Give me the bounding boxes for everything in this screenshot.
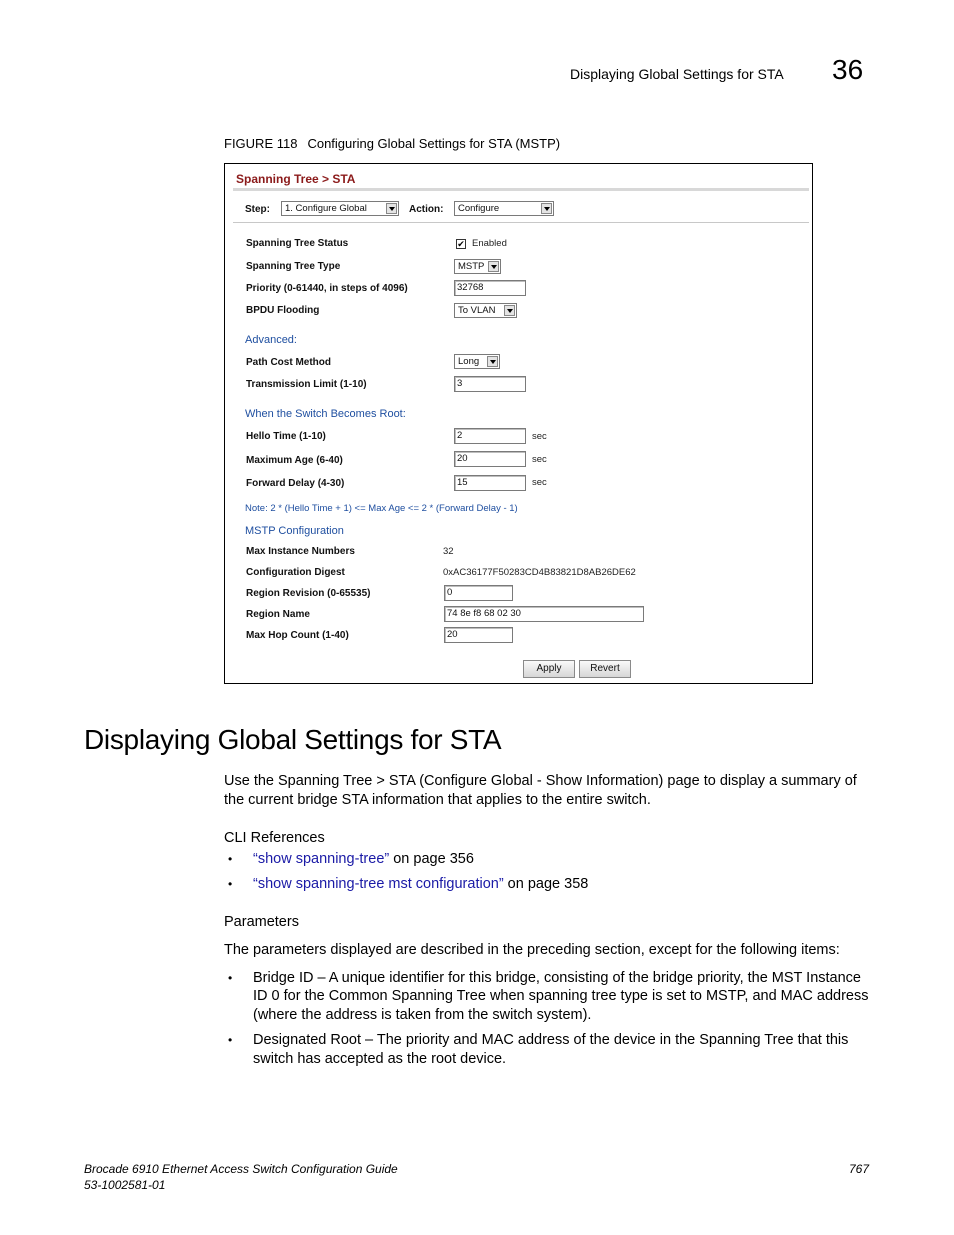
timing-note: Note: 2 * (Hello Time + 1) <= Max Age <= 2 * (Forward Delay - 1) [245,503,518,514]
figure-title: Configuring Global Settings for STA (MSTP) [307,136,561,151]
params-intro: The parameters displayed are described in the preceding section, except for the following items: [224,942,840,958]
item-bridge-id-desc: – A unique identifier for this bridge, consisting of the bridge priority, the MST Instance [313,970,861,986]
revision-label: Region Revision (0-65535) [246,588,371,599]
cli-ref-1-link[interactable]: “show spanning-tree” [253,851,390,867]
mstp-heading: MSTP Configuration [245,525,344,537]
figure-number: FIGURE 118 [224,136,298,151]
footer-doc-title: Brocade 6910 Ethernet Access Switch Configuration Guide [84,1162,398,1176]
item-bridge-id-line-2: ID 0 for the Common Spanning Tree when spanning tree type is set to MSTP, and MAC address [253,988,869,1004]
action-select-value: Configure [458,203,500,214]
type-label: Spanning Tree Type [246,261,341,272]
path-cost-select[interactable] [454,354,500,369]
step-label: Step: [245,204,270,215]
intro-line-1: Use the Spanning Tree > STA (Configure Global - Show Information) page to display a summary of [224,773,857,789]
bullet-icon: • [228,1033,233,1047]
item-bridge-id-term: Bridge ID [253,970,314,986]
max-inst-label: Max Instance Numbers [246,546,355,557]
bullet-icon: • [228,971,233,985]
root-heading: When the Switch Becomes Root: [245,408,406,420]
step-select[interactable] [281,201,399,216]
header-divider [233,188,809,191]
bullet-icon: • [228,877,233,891]
cli-ref-1 [253,850,474,869]
path-cost-select-value: Long [458,356,480,367]
revision-input[interactable]: 0 [444,585,513,601]
footer-page-number: 767 [849,1162,870,1176]
section-heading: Displaying Global Settings for STA [84,724,502,755]
chevron-down-icon [386,203,397,214]
figure-screenshot [224,163,813,684]
digest-label: Configuration Digest [246,567,345,578]
item-designated-root-term: Designated Root [253,1032,362,1048]
status-checkbox[interactable]: ✔ [457,239,465,249]
region-name-label: Region Name [246,609,310,620]
fwd-delay-input[interactable]: 15 [454,475,526,491]
region-name-input[interactable]: 74 8e f8 68 02 30 [444,606,644,622]
intro-line-2: the current bridge STA information that applies to the entire switch. [224,792,651,808]
apply-button[interactable]: Apply [523,660,575,678]
revert-button[interactable]: Revert [579,660,631,678]
item-bridge-id-line-3: (where the address is taken from the switch system). [253,1007,592,1023]
hello-unit: sec [532,431,547,442]
hello-label: Hello Time (1-10) [246,431,326,442]
fwd-delay-label: Forward Delay (4-30) [246,478,345,489]
max-hop-label: Max Hop Count (1-40) [246,630,349,641]
params-heading: Parameters [224,914,299,930]
bpdu-select-value: To VLAN [458,305,496,316]
cli-heading: CLI References [224,830,325,846]
item-designated-root-line-1 [253,1031,848,1050]
max-age-unit: sec [532,454,547,465]
item-designated-root-line-2: switch has accepted as the root device. [253,1051,507,1067]
item-designated-root-desc: – The priority and MAC address of the device in the Spanning Tree that this [361,1032,849,1048]
cli-ref-2-page: on page 358 [503,876,589,892]
breadcrumb: Spanning Tree > STA [236,172,356,186]
path-cost-label: Path Cost Method [246,357,331,368]
max-age-label: Maximum Age (6-40) [246,455,343,466]
figure-caption [224,136,560,151]
item-bridge-id-line-1 [253,969,861,988]
running-header-title: Displaying Global Settings for STA [570,66,784,82]
chapter-number: 36 [832,54,864,85]
tx-limit-label: Transmission Limit (1-10) [246,379,367,390]
hello-input[interactable]: 2 [454,428,526,444]
status-label: Spanning Tree Status [246,238,349,249]
status-checkbox-label: Enabled [472,238,507,249]
type-select-value: MSTP [458,261,485,272]
max-inst-value: 32 [443,546,454,557]
max-age-input[interactable]: 20 [454,451,526,467]
cli-ref-2 [253,875,588,894]
fwd-delay-unit: sec [532,477,547,488]
bpdu-select[interactable] [454,303,517,318]
action-select[interactable] [454,201,554,216]
step-divider [233,222,809,223]
chevron-down-icon [487,356,498,367]
step-select-value: 1. Configure Global [285,203,367,214]
max-hop-input[interactable]: 20 [444,627,513,643]
priority-input[interactable]: 32768 [454,280,526,296]
digest-value: 0xAC36177F50283CD4B83821D8AB26DE62 [443,567,636,578]
priority-label: Priority (0-61440, in steps of 4096) [246,283,408,294]
chevron-down-icon [541,203,552,214]
footer-doc-number: 53-1002581-01 [84,1178,166,1192]
chevron-down-icon [504,305,515,316]
bullet-icon: • [228,852,233,866]
type-select[interactable] [454,259,501,274]
cli-ref-2-link[interactable]: “show spanning-tree mst configuration” [253,876,504,892]
tx-limit-input[interactable]: 3 [454,376,526,392]
advanced-heading: Advanced: [245,334,297,346]
cli-ref-1-page: on page 356 [389,851,474,867]
chevron-down-icon [488,261,499,272]
action-label: Action: [409,204,444,215]
bpdu-label: BPDU Flooding [246,305,320,316]
